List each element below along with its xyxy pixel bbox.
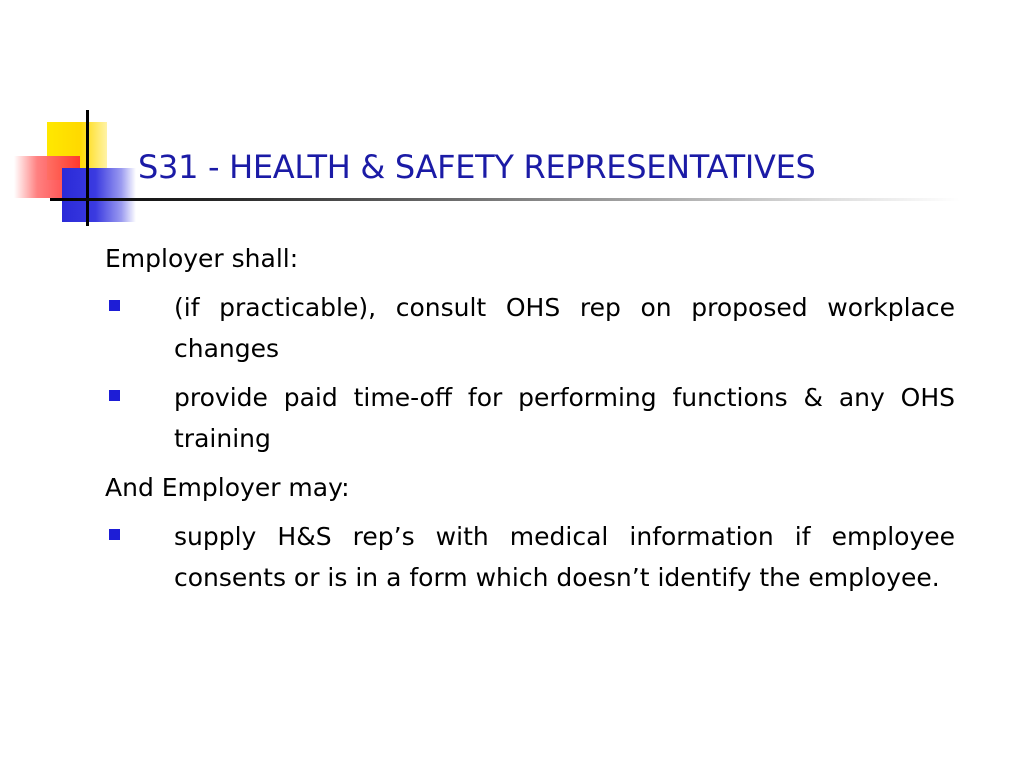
logo-vertical-line — [86, 110, 89, 226]
intro-employer-shall: Employer shall: — [105, 244, 299, 273]
bullet-text: provide paid time-off for performing functions & any OHS training — [174, 383, 955, 453]
square-bullet-icon — [109, 300, 120, 311]
slide-title: S31 - HEALTH & SAFETY REPRESENTATIVES — [138, 148, 816, 186]
bullet-item — [105, 287, 955, 369]
slide-body — [105, 238, 955, 606]
title-underline — [50, 198, 960, 201]
square-bullet-icon — [109, 390, 120, 401]
intro-employer-may: And Employer may: — [105, 473, 350, 502]
bullet-text: supply H&S rep’s with medical information if employee consents or is in a form which doesn’t identify the employee. — [174, 522, 955, 592]
logo-blue-block — [62, 168, 136, 222]
square-bullet-icon — [109, 529, 120, 540]
bullet-item — [105, 516, 955, 598]
bullet-text: (if practicable), consult OHS rep on proposed workplace changes — [174, 293, 955, 363]
bullet-item — [105, 377, 955, 459]
